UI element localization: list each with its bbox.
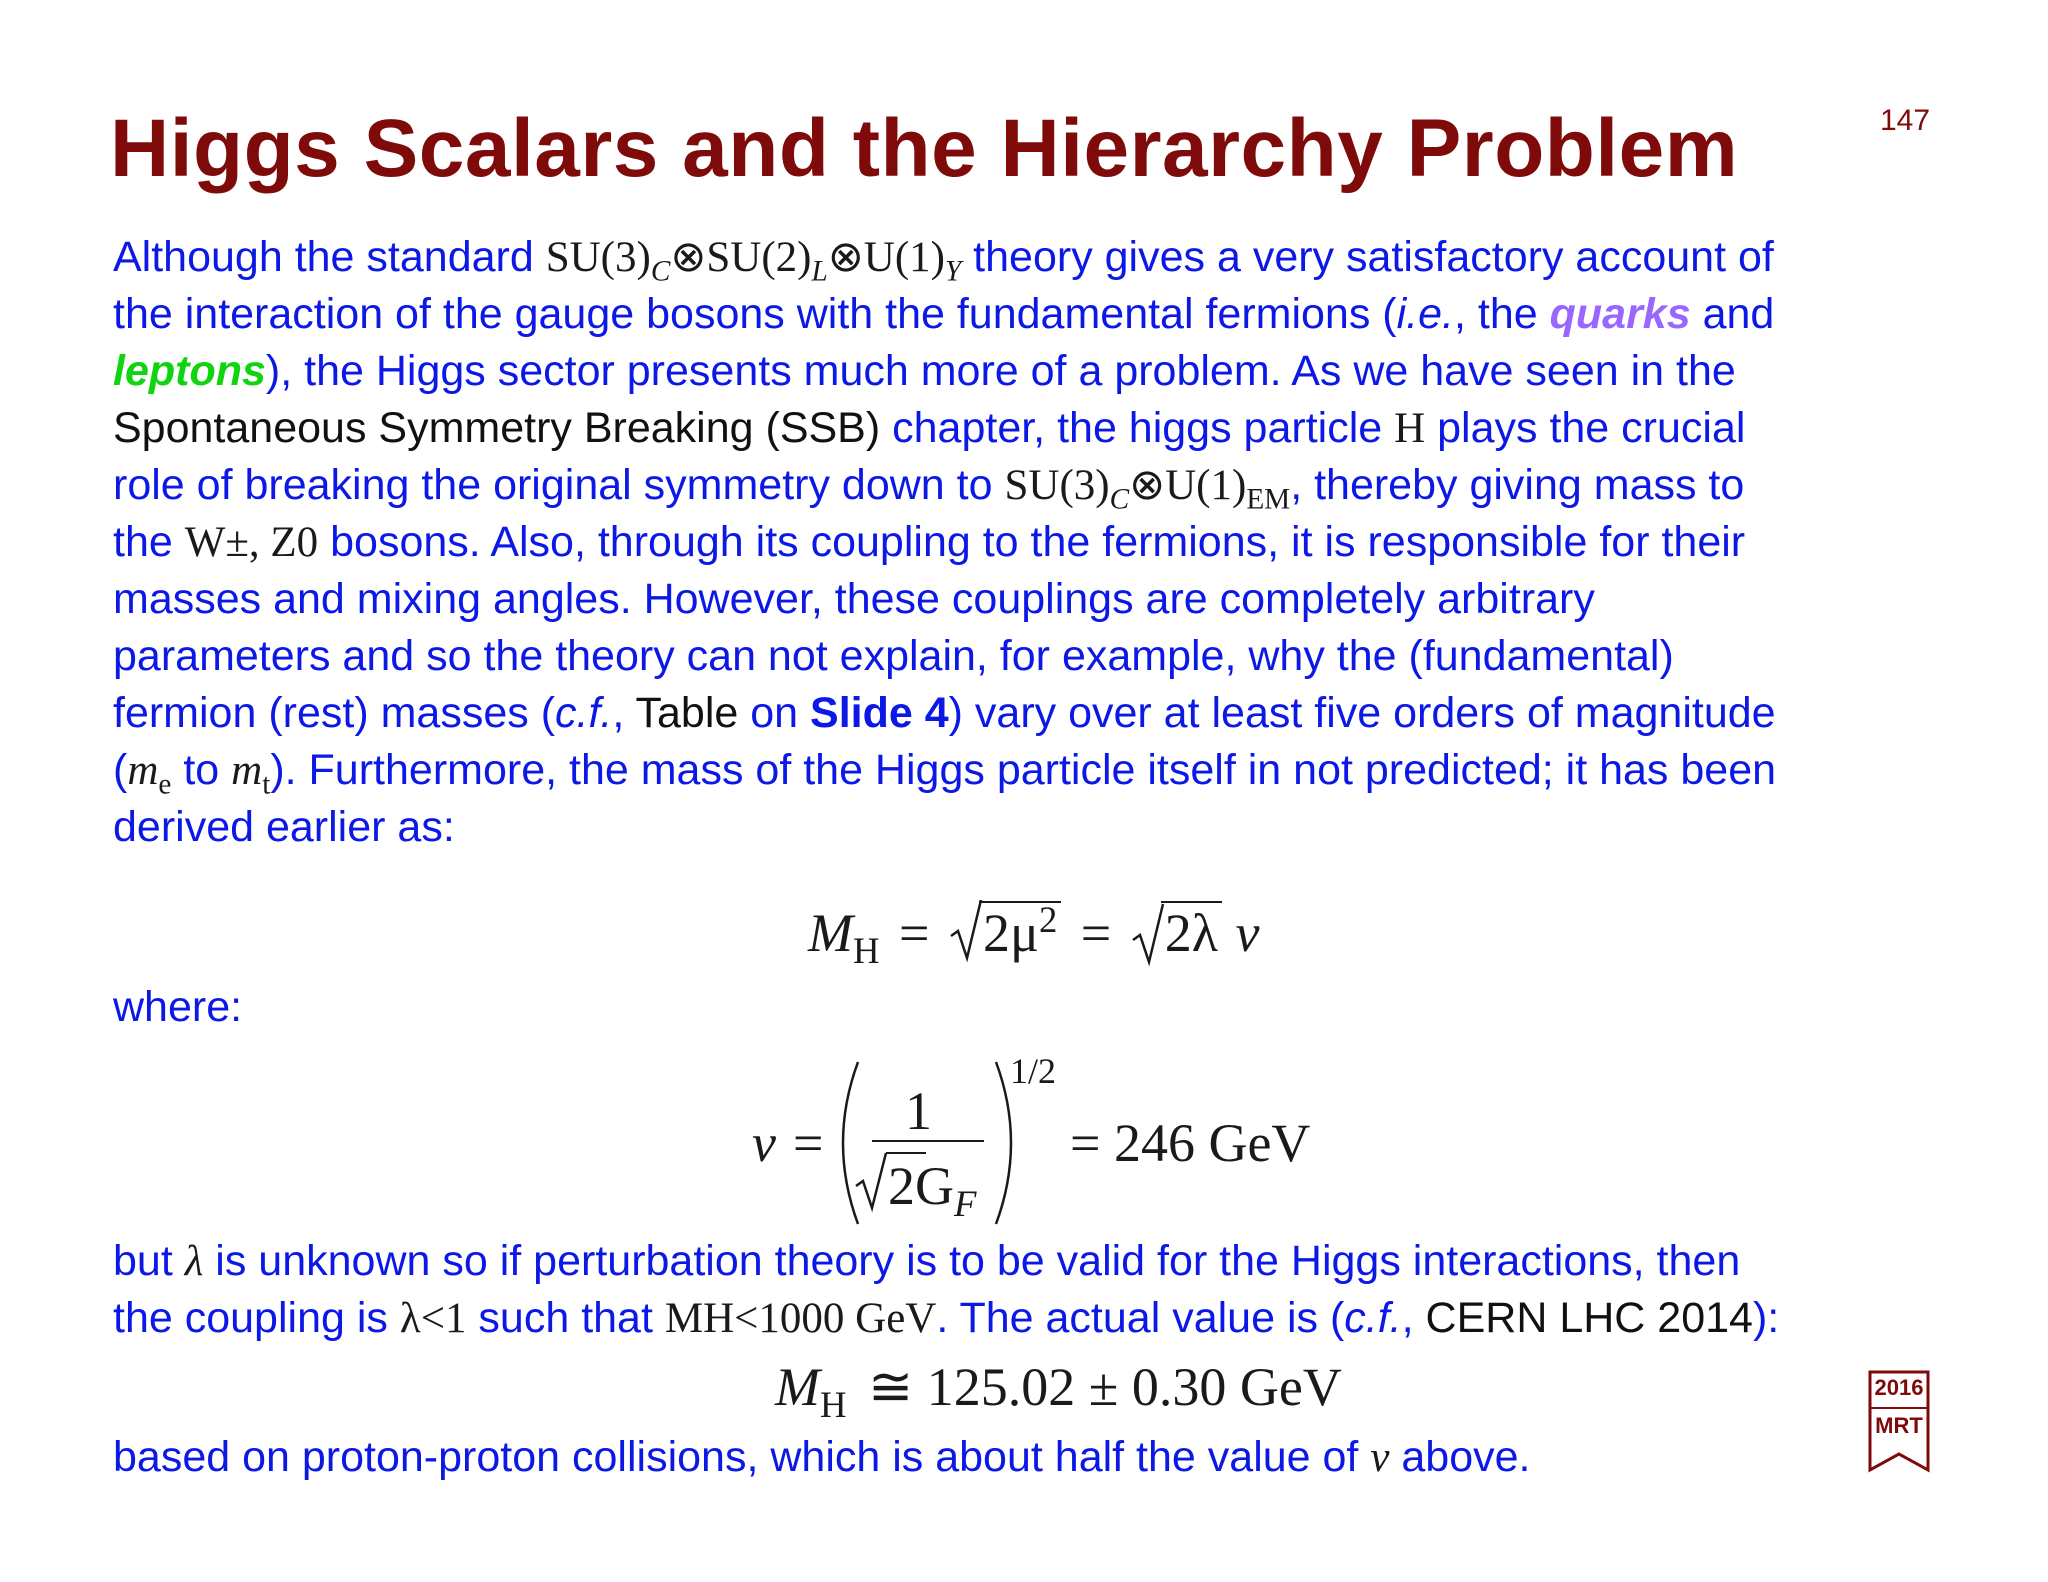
- para1-line9: fermion (rest) masses (c.f., Table on Slide 4) vary over at least five orders of magnitude: [113, 689, 1776, 737]
- para2-line3: based on proton-proton collisions, which is about half the value of v above.: [113, 1433, 1531, 1481]
- para1-line6: the W±, Z0 bosons. Also, through its coupling to the fermions, it is responsible for their: [113, 518, 1746, 566]
- slide: Higgs Scalars and the Hierarchy Problem 147 Although the standard $SU(3)_C\otimes SU(2)_L\otimes U(1)_Y$ theory gives a very satisfactory account of the interaction of the gauge bosons with the fundamental fermions (i.e., the quarks and leptons), the Higgs sector presents much more of a problem. As we have seen in the Spontaneous Symmetry Breaking (SSB) chapter, the higgs particle H plays the crucial role of breaking the original symmetry down to $SU(3)_C\otimes U(1)_{EM}$, thereby giving mass to the W±, Z0 bosons. Also, through its coupling to the fermions, it is responsible for their masses and mixing angles. However, these couplings are completely arbitrary parameters and so the theory can not explain, for example, why the (fundamental) fermion (rest) masses (c.f., Table on Slide 4) vary over at least five orders of magnitude ($m_e$ to $m_t$). Furthermore, the mass of the Higgs particle itself in not predicted; it has been derived earlier as: $M_H$ = $2\mu^2$ = 2λ v where: v = 1 $2G_F$ 1/2 = 246 GeV but λ is unknown so if perturbation theory is to be valid for the Higgs interactions, then the coupling is λ<1 such that MH<1000 GeV. The actual value is (c.f., CERN LHC 2014): $M_H$ ≅ 125.02 ± 0.30 GeV based on proton-proton collisions, which is about half the value of v above. 2016 MRT: [110, 103, 1931, 1481]
- cern-lhc-link[interactable]: CERN LHC 2014: [1425, 1294, 1753, 1342]
- slide-number: 147: [1880, 104, 1931, 137]
- symmetry-group: $SU(3)_C\otimes SU(2)_L\otimes U(1)_Y$: [545, 234, 962, 288]
- para1-line11: derived earlier as:: [113, 803, 455, 851]
- para2-line2: the coupling is λ<1 such that MH<1000 GeV. The actual value is (c.f., CERN LHC 2014):: [113, 1294, 1780, 1342]
- leptons-link[interactable]: leptons: [113, 347, 266, 395]
- slide-title: Higgs Scalars and the Hierarchy Problem: [110, 103, 1739, 194]
- para1-line7: masses and mixing angles. However, these couplings are completely arbitrary: [113, 575, 1595, 623]
- quarks-link[interactable]: quarks: [1549, 290, 1691, 338]
- para1-line10: ($m_e$ to $m_t$). Furthermore, the mass of the Higgs particle itself in not predicted; it has been: [113, 746, 1777, 801]
- para1-line8: parameters and so the theory can not explain, for example, why the (fundamental): [113, 632, 1674, 680]
- badge-initials: MRT: [1875, 1413, 1923, 1438]
- para1-line4: Spontaneous Symmetry Breaking (SSB) chapter, the higgs particle H plays the crucial: [113, 404, 1746, 452]
- para2-line1: but λ is unknown so if perturbation theory is to be valid for the Higgs interactions, then: [113, 1237, 1741, 1285]
- para1-line1: Although the standard $SU(3)_C\otimes SU(2)_L\otimes U(1)_Y$ theory gives a very satisfactory account of: [113, 233, 1774, 288]
- equation-higgs-mass: $M_H$ = $2\mu^2$ = 2λ v: [808, 898, 1259, 968]
- table-link[interactable]: Table: [635, 689, 739, 737]
- ssb-link[interactable]: Spontaneous Symmetry Breaking (SSB): [113, 404, 881, 452]
- where-label: where:: [113, 983, 243, 1031]
- mrt-badge: [1868, 1370, 1930, 1474]
- sqrt-icon: [854, 1150, 888, 1214]
- sqrt-icon: [949, 896, 983, 964]
- slide4-link[interactable]: Slide 4: [810, 689, 949, 737]
- para1-line2: the interaction of the gauge bosons with the fundamental fermions (i.e., the quarks and: [113, 290, 1775, 338]
- para1-line5: role of breaking the original symmetry down to $SU(3)_C\otimes U(1)_{EM}$, thereby giving mass to: [113, 461, 1745, 516]
- sqrt-icon: [1131, 900, 1165, 968]
- fraction-bar: [872, 1140, 984, 1142]
- equation-measured-mass: $M_H$ ≅ 125.02 ± 0.30 GeV: [775, 1357, 1342, 1425]
- badge-year: 2016: [1874, 1375, 1924, 1400]
- broken-symmetry-group: $SU(3)_C\otimes U(1)_{EM}$: [1004, 462, 1291, 516]
- para1-line3: leptons), the Higgs sector presents much more of a problem. As we have seen in the: [113, 347, 1736, 395]
